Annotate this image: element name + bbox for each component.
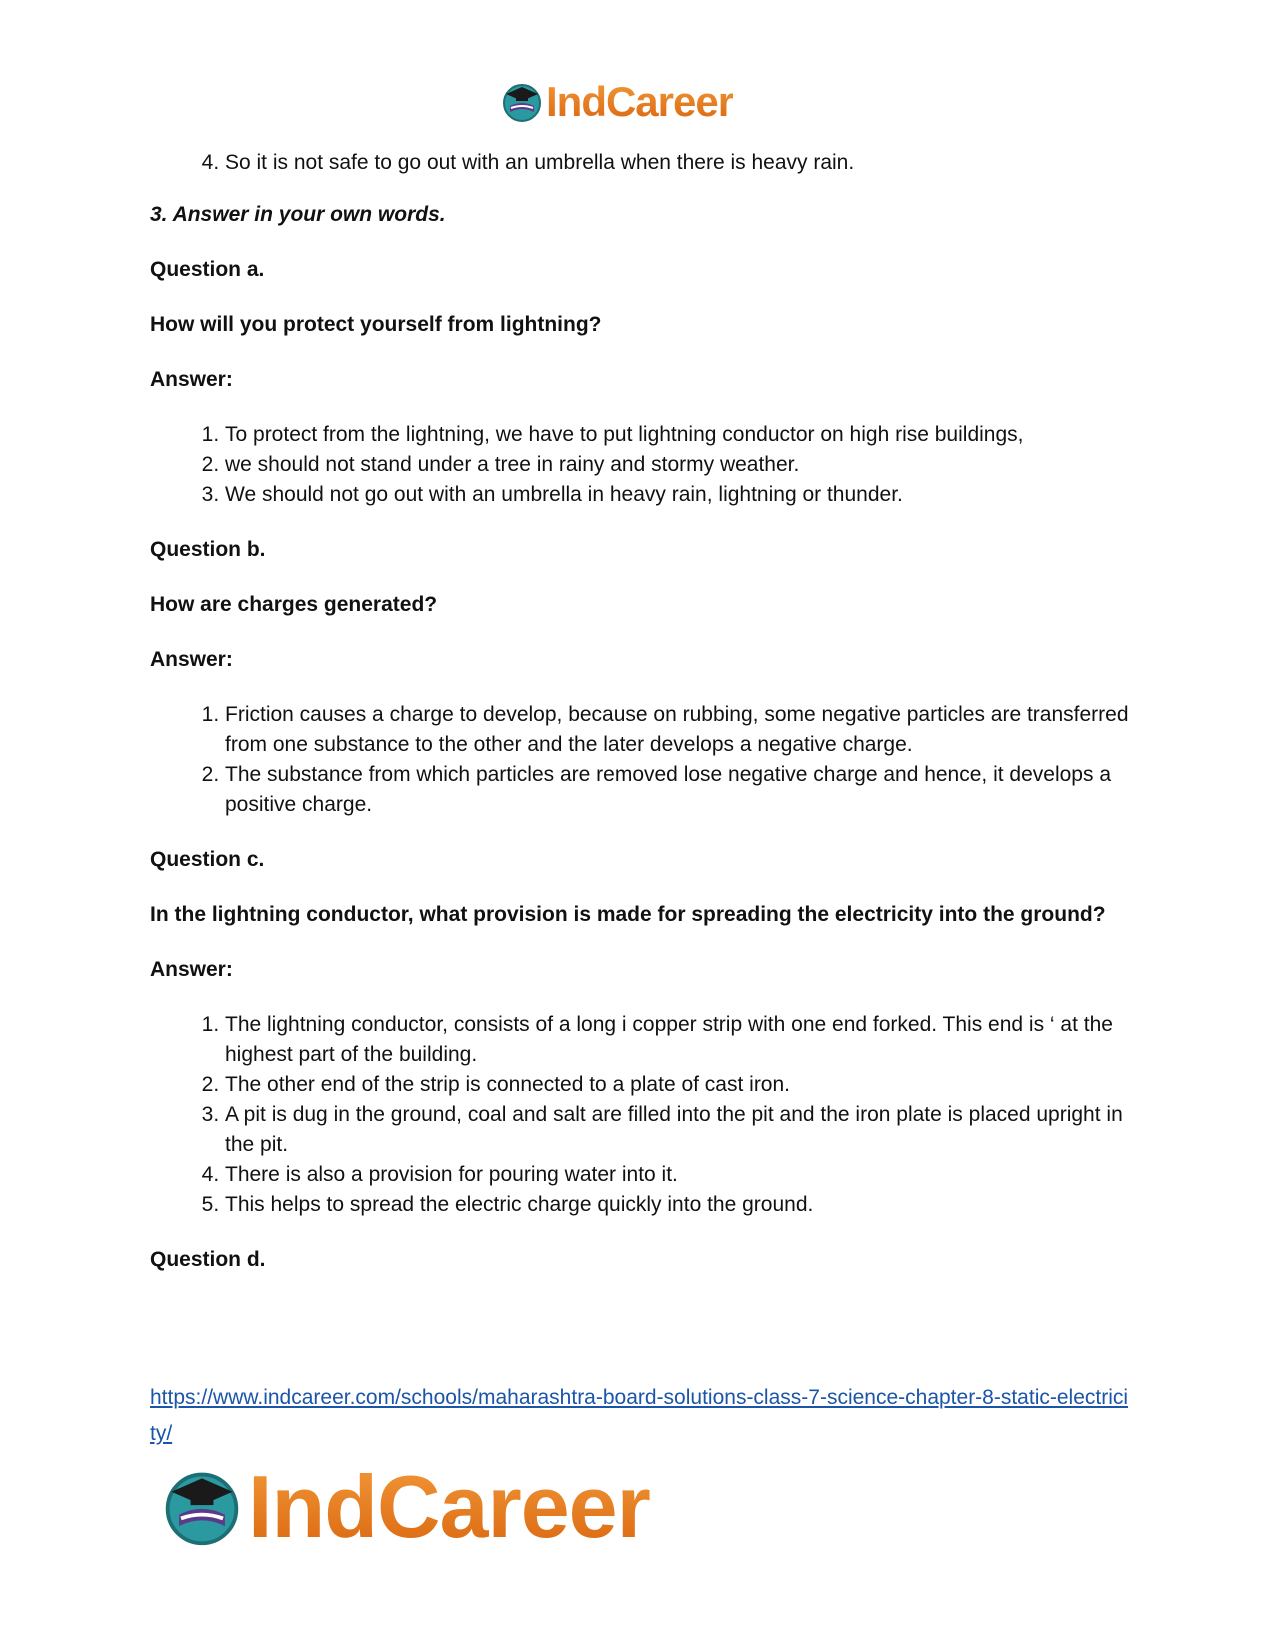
question-label: Question a. [150, 258, 265, 281]
continued-list [150, 148, 1130, 178]
question-label: Question c. [150, 848, 265, 871]
section-heading: 3. Answer in your own words. [150, 203, 446, 226]
question-text: How will you protect yourself from lightning? [150, 313, 602, 336]
list-item: 2. we should not stand under a tree in rainy and stormy weather. [225, 450, 1130, 480]
list-item: 2. The other end of the strip is connected to a plate of cast iron. [225, 1070, 1130, 1100]
list-item: 1. The lightning conductor, consists of a long i copper strip with one end forked. This end is ‘ at the highest part of the building. [225, 1010, 1130, 1070]
header-logo [500, 78, 733, 126]
answer-list [150, 1010, 1130, 1220]
list-item: 3. A pit is dug in the ground, coal and salt are filled into the pit and the iron plate is placed upright in the pit. [225, 1100, 1130, 1160]
question-text: How are charges generated? [150, 593, 438, 616]
question-label: Question b. [150, 538, 266, 561]
list-item: 1. Friction causes a charge to develop, because on rubbing, some negative particles are transferred from one substance to the other and the later develops a negative charge. [225, 700, 1130, 760]
document-body [150, 148, 1130, 1300]
footer-logo [160, 1457, 650, 1556]
answer-label: Answer: [150, 648, 233, 671]
answer-list [150, 420, 1130, 510]
footer-link-container [150, 1380, 1130, 1452]
list-item: 4. There is also a provision for pouring water into it. [225, 1160, 1130, 1190]
list-item: 1. To protect from the lightning, we have to put lightning conductor on high rise buildings, [225, 420, 1130, 450]
answer-label: Answer: [150, 368, 233, 391]
question-label: Question d. [150, 1248, 266, 1271]
logo-text: IndCareer [546, 78, 734, 125]
answer-label: Answer: [150, 958, 233, 981]
list-item: 5. This helps to spread the electric charge quickly into the ground. [225, 1190, 1130, 1220]
list-item: 3. We should not go out with an umbrella in heavy rain, lightning or thunder. [225, 480, 1130, 510]
source-link[interactable]: https://www.indcareer.com/schools/maharashtra-board-solutions-class-7-science-chapter-8-static-electricity/ [150, 1386, 1129, 1445]
list-item: 4. So it is not safe to go out with an umbrella when there is heavy rain. [225, 148, 1130, 178]
question-text: In the lightning conductor, what provision is made for spreading the electricity into the ground? [150, 903, 1106, 926]
graduation-cap-books-globe-icon [160, 1465, 244, 1549]
answer-list [150, 700, 1130, 820]
graduation-cap-books-globe-icon [500, 80, 544, 124]
list-item: 2. The substance from which particles are removed lose negative charge and hence, it develops a positive charge. [225, 760, 1130, 820]
logo-text: IndCareer [248, 1457, 650, 1556]
